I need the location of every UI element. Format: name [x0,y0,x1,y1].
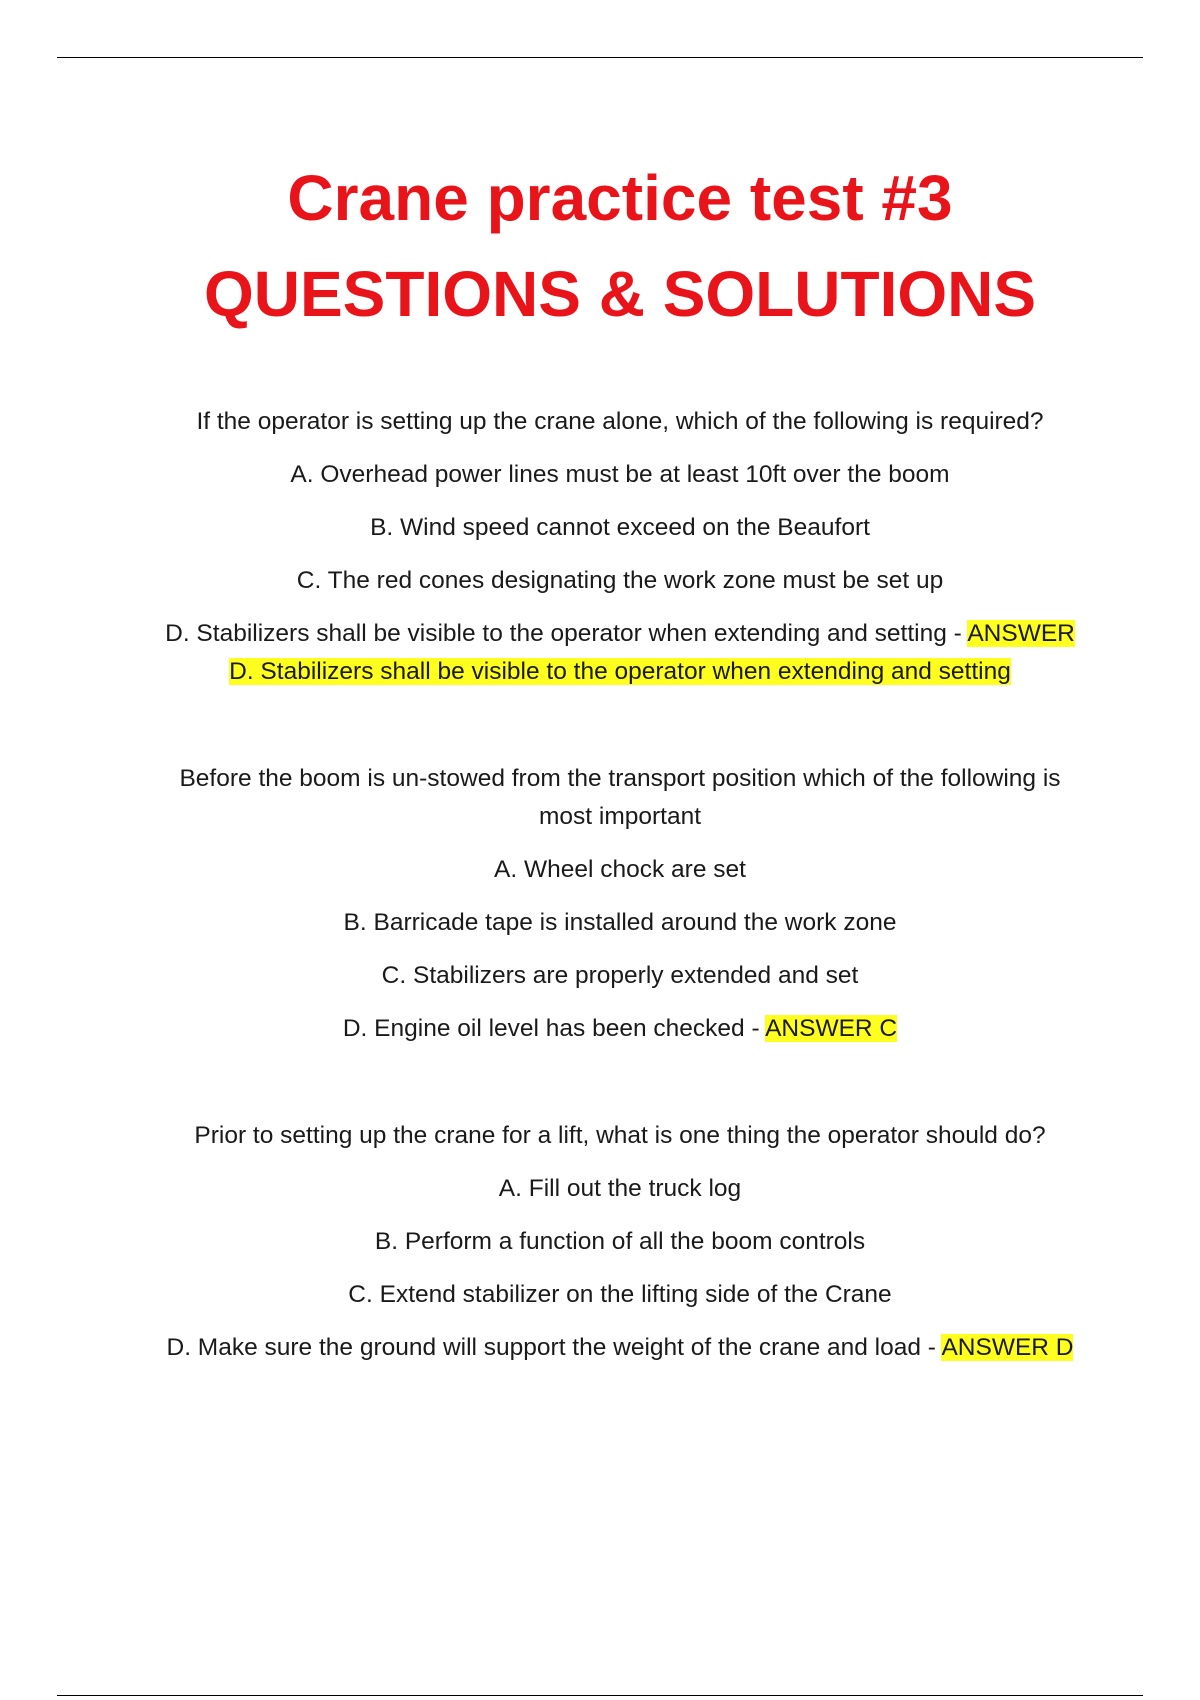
document-title [0,150,1200,342]
title-line-2: QUESTIONS & SOLUTIONS [203,258,1037,330]
answer-highlight: ANSWER C [765,1015,898,1042]
question-3 [150,1117,1090,1367]
option-d-with-answer [150,1010,1090,1048]
title-line-1: Crane practice test #3 [287,162,953,234]
option-c: C. Extend stabilizer on the lifting side of the Crane [348,1281,892,1308]
question-prompt: Prior to setting up the crane for a lift, what is one thing the operator should do? [194,1122,1046,1149]
option-a: A. Fill out the truck log [498,1175,742,1202]
option-d: D. Stabilizers shall be visible to the operator when extending and setting - [165,620,962,647]
question-prompt: Before the boom is un-stowed from the transport position which of the following is most important [179,765,1061,830]
option-d: D. Make sure the ground will support the weight of the crane and load - [166,1334,936,1361]
option-a: A. Wheel chock are set [494,856,746,883]
answer-highlight: ANSWER D. Stabilizers shall be visible to the operator when extending and setting [229,620,1075,685]
top-rule [57,57,1143,58]
bottom-rule [57,1695,1143,1696]
option-b: B. Perform a function of all the boom controls [374,1228,866,1255]
question-2 [150,760,1090,1048]
option-b: B. Barricade tape is installed around the work zone [343,909,897,936]
answer-highlight: ANSWER D [941,1334,1074,1361]
question-1 [150,403,1090,691]
option-d-with-answer [150,1329,1090,1367]
option-c: C. Stabilizers are properly extended and set [381,962,859,989]
option-d: D. Engine oil level has been checked - [342,1015,760,1042]
option-c: C. The red cones designating the work zone must be set up [296,567,944,594]
option-b: B. Wind speed cannot exceed on the Beaufort [370,514,870,541]
option-d-with-answer [150,615,1090,691]
question-prompt: If the operator is setting up the crane alone, which of the following is required? [196,408,1044,435]
question-list [150,403,1090,1367]
option-a: A. Overhead power lines must be at least 10ft over the boom [290,461,950,488]
